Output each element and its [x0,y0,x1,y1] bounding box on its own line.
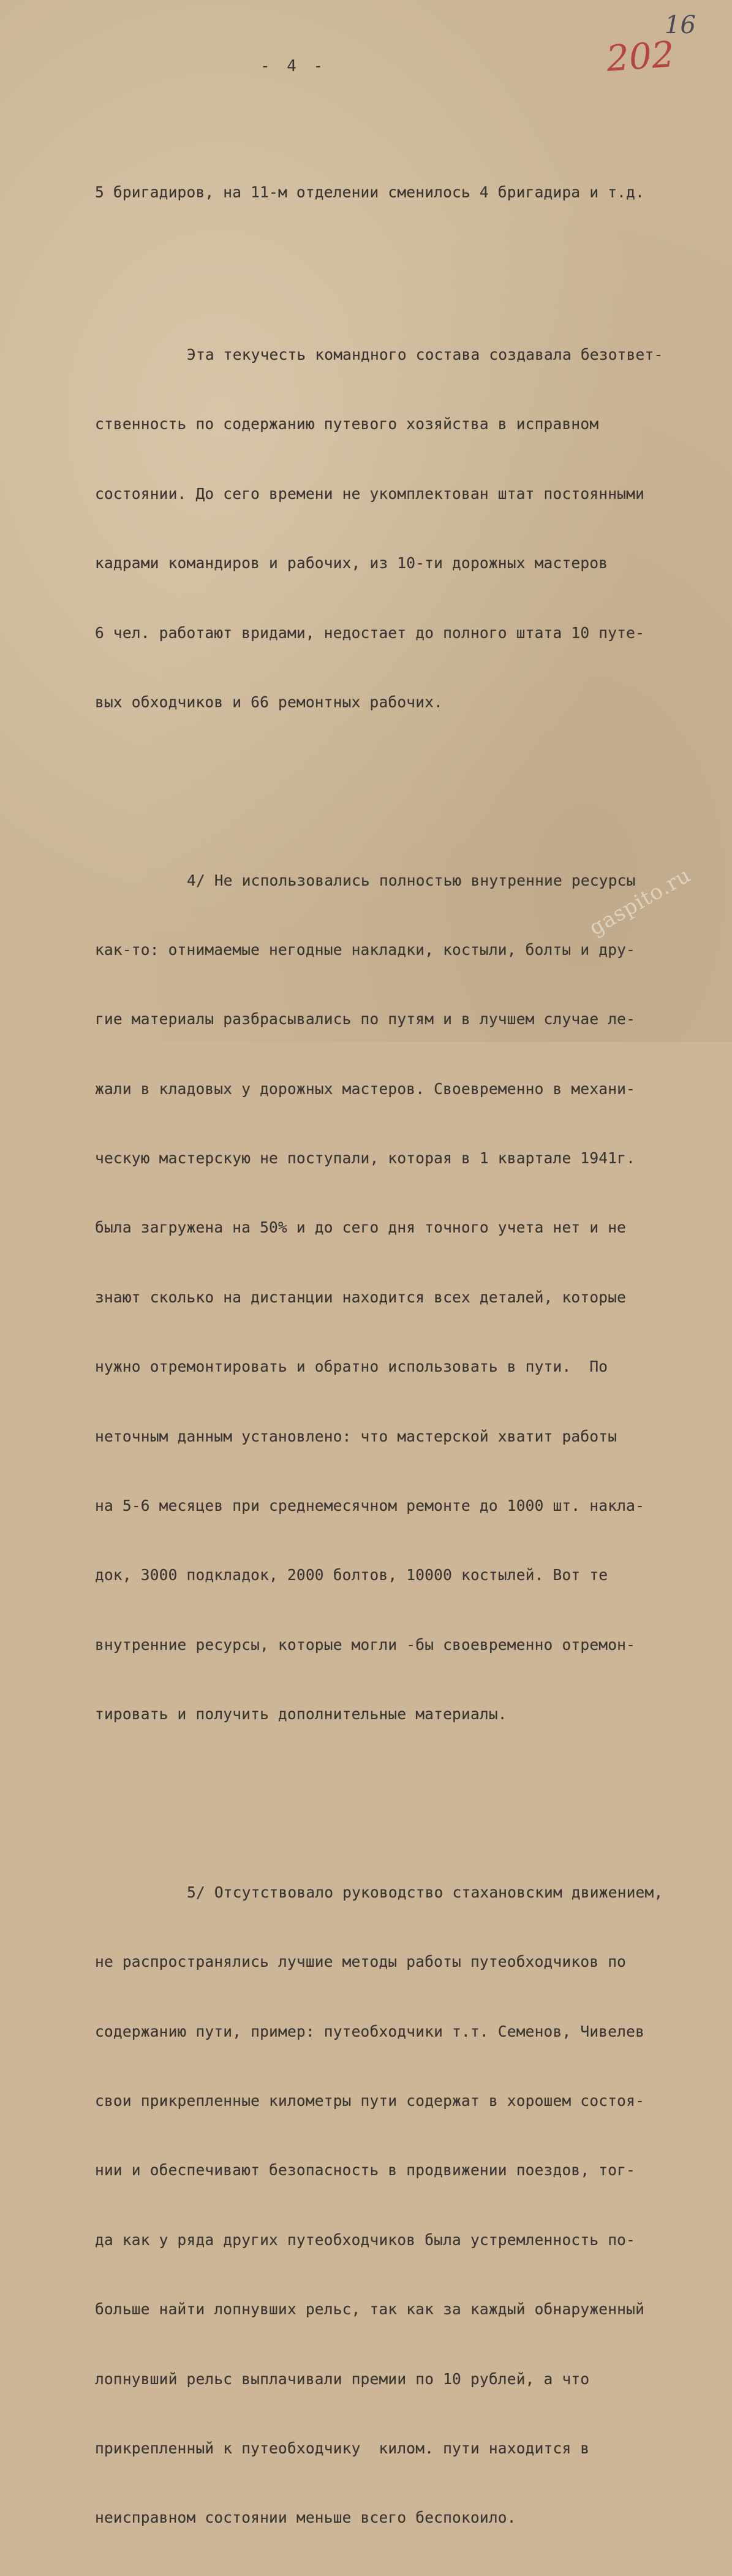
text-line: тировать и получить дополнительные материалы. [95,1705,507,1723]
text-line: 5/ Отсутствовало руководство стахановским движением, [187,1883,663,1901]
text-line: нужно отремонтировать и обратно использовать в пути. По [95,1358,608,1376]
archive-stamp-number: 202 [605,33,676,80]
text-line: вых обходчиков и 66 ремонтных рабочих. [95,693,443,711]
text-line: нии и обеспечивают безопасность в продвижении поездов, тог- [95,2161,636,2179]
text-line: 6 чел. работают вридами, недостает до полного штата 10 путе- [95,623,645,642]
text-line: кадрами командиров и рабочих, из 10-ти дорожных мастеров [95,554,608,572]
text-line: больше найти лопнувших рельс, так как за каждый обнаруженный [95,2300,645,2319]
handwritten-folio-number: 16 [665,11,696,39]
text-line: ственность по содержанию путевого хозяйства в исправном [95,415,599,433]
text-line: жали в кладовых у дорожных мастеров. Своевременно в механи- [95,1079,636,1098]
text-line: прикрепленный к путеобходчику килом. пути находится в [95,2439,590,2457]
watermark: gaspito.ru [585,862,695,941]
text-line: Эта текучесть командного состава создавала безответ- [187,345,663,363]
text-line: состоянии. До сего времени не укомплектован штат постоянными [95,484,645,503]
text-line: была загружена на 50% и до сего дня точного учета нет и не [95,1218,627,1237]
text-line: свои прикрепленные километры пути содержат в хорошем состоя- [95,2091,645,2110]
page-number: - 4 - [260,57,327,75]
text-line: 4/ Не использовались полностью внутренние ресурсы [187,871,636,889]
text-line: гие материалы разбрасывались по путям и в лучшем случае ле- [95,1010,636,1028]
text-line: не распространялись лучшие методы работы путеобходчиков по [95,1953,627,1971]
text-line: внутренние ресурсы, которые могли -бы своевременно отремон- [95,1635,636,1654]
text-line: 5 бригадиров, на 11-м отделении сменилось 4 бригадира и т.д. [95,183,645,202]
document-body [95,112,714,2576]
text-line: неточным данным установлено: что мастерской хватит работы [95,1427,617,1445]
text-line: док, 3000 подкладок, 2000 болтов, 10000 костылей. Вот те [95,1566,608,1584]
text-line: неисправном состоянии меньше всего беспокоило. [95,2509,516,2527]
text-line: ческую мастерскую не поступали, которая в 1 квартале 1941г. [95,1149,636,1168]
text-line: знают сколько на дистанции находится всех деталей, которые [95,1288,627,1306]
text-line: на 5-6 месяцев при среднемесячном ремонте до 1000 шт. накла- [95,1497,645,1515]
text-line: содержанию пути, пример: путеобходчики т.т. Семенов, Чивелев [95,2022,645,2040]
text-line: да как у ряда других путеобходчиков была устремленность по- [95,2230,636,2249]
text-line: как-то: отнимаемые негодные накладки, костыли, болты и дру- [95,940,636,959]
text-line: лопнувший рельс выплачивали премии по 10 рублей, а что [95,2369,590,2388]
